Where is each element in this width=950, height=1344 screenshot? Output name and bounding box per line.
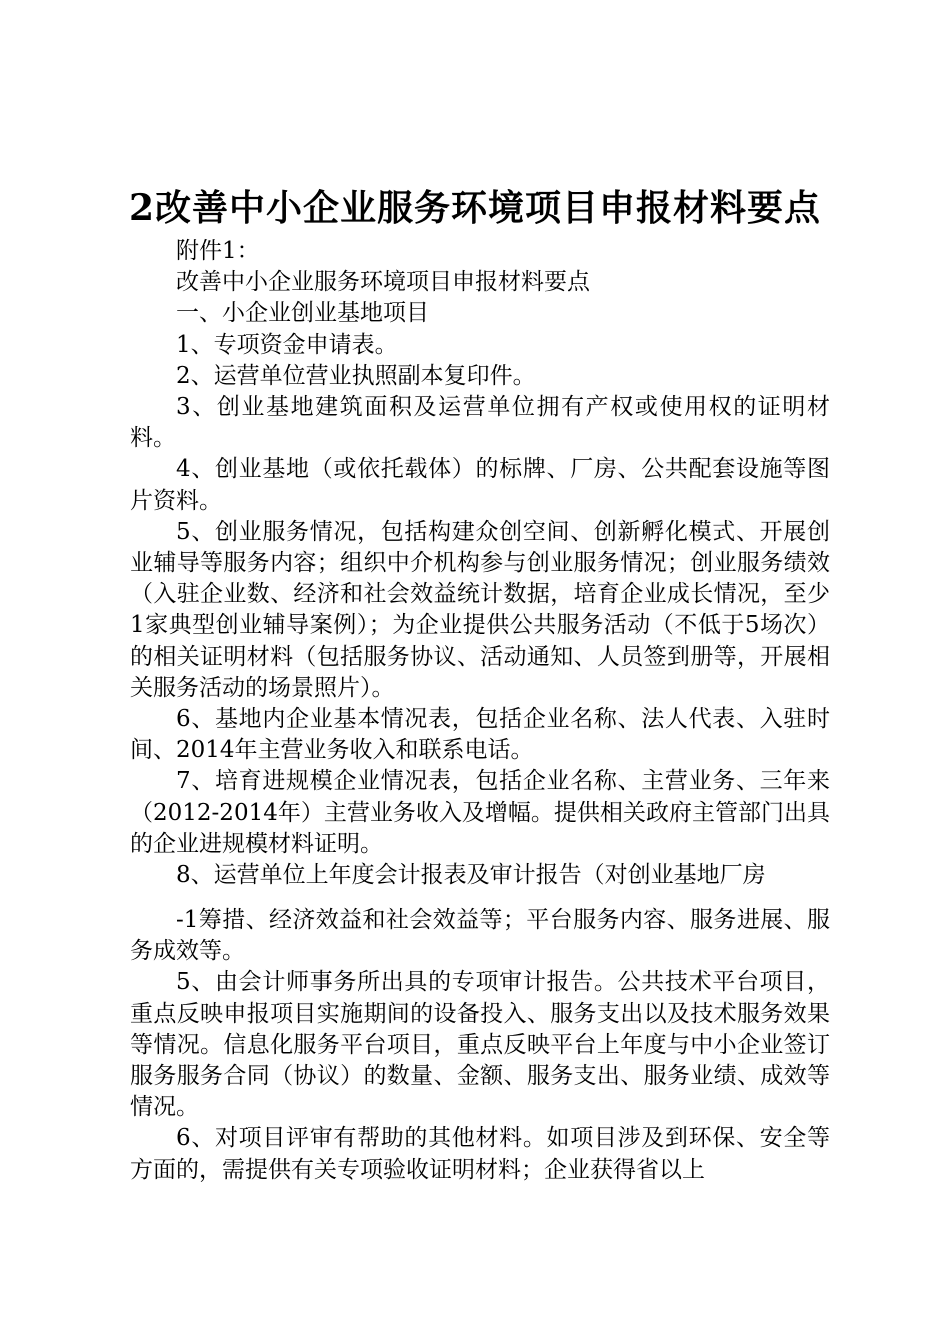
document-body-upper <box>130 236 830 891</box>
paragraph-item-8: 8、运营单位上年度会计报表及审计报告（对创业基地厂房 <box>176 862 766 889</box>
paragraph-section-heading: 一、小企业创业基地项目 <box>176 300 429 327</box>
paragraph-item-1: 1、专项资金申请表。 <box>176 331 398 358</box>
paragraph-item-2: 2、运营单位营业执照副本复印件。 <box>176 362 536 389</box>
paragraph-item-7: 7、培育进规模企业情况表，包括企业名称、主营业务、三年来（2012-2014年）主营业务收入及增幅。提供相关政府主管部门出具的企业进规模材料证明。 <box>130 768 830 857</box>
paragraph-attachment-label: 附件1： <box>176 238 260 264</box>
paragraph-item-6: 6、基地内企业基本情况表，包括企业名称、法人代表、入驻时间、2014年主营业务收入和联系电话。 <box>130 706 830 764</box>
paragraph-item-5: 5、创业服务情况，包括构建众创空间、创新孵化模式、开展创业辅导等服务内容；组织中介机构参与创业服务情况；创业服务绩效（入驻企业数、经济和社会效益统计数据，培育企业成长情况，至少1家典型创业辅导案例）；为企业提供公共服务活动（不低于5场次）的相关证明材料（包括服务协议、活动通知、人员签到册等，开展相关服务活动的场景照片）。 <box>130 518 830 701</box>
paragraph-item-3: 3、创业基地建筑面积及运营单位拥有产权或使用权的证明材料。 <box>130 394 830 452</box>
paragraph-subtitle: 改善中小企业服务环境项目申报材料要点 <box>176 269 590 296</box>
paragraph-item-5b: 5、由会计师事务所出具的专项审计报告。公共技术平台项目，重点反映申报项目实施期间的设备投入、服务支出以及技术服务效果等情况。信息化服务平台项目，重点反映平台上年度与中小企业签订服务服务合同（协议）的数量、金额、服务支出、服务业绩、成效等情况。 <box>130 969 830 1121</box>
paragraph-continuation: -1筹措、经济效益和社会效益等；平台服务内容、服务进展、服务成效等。 <box>130 907 830 965</box>
document-title: 2改善中小企业服务环境项目申报材料要点 <box>128 187 822 229</box>
paragraph-item-6b: 6、对项目评审有帮助的其他材料。如项目涉及到环保、安全等方面的，需提供有关专项验收证明材料；企业获得省以上 <box>130 1125 830 1183</box>
document-body-lower <box>130 905 830 1186</box>
paragraph-item-4: 4、创业基地（或依托载体）的标牌、厂房、公共配套设施等图片资料。 <box>130 456 830 514</box>
